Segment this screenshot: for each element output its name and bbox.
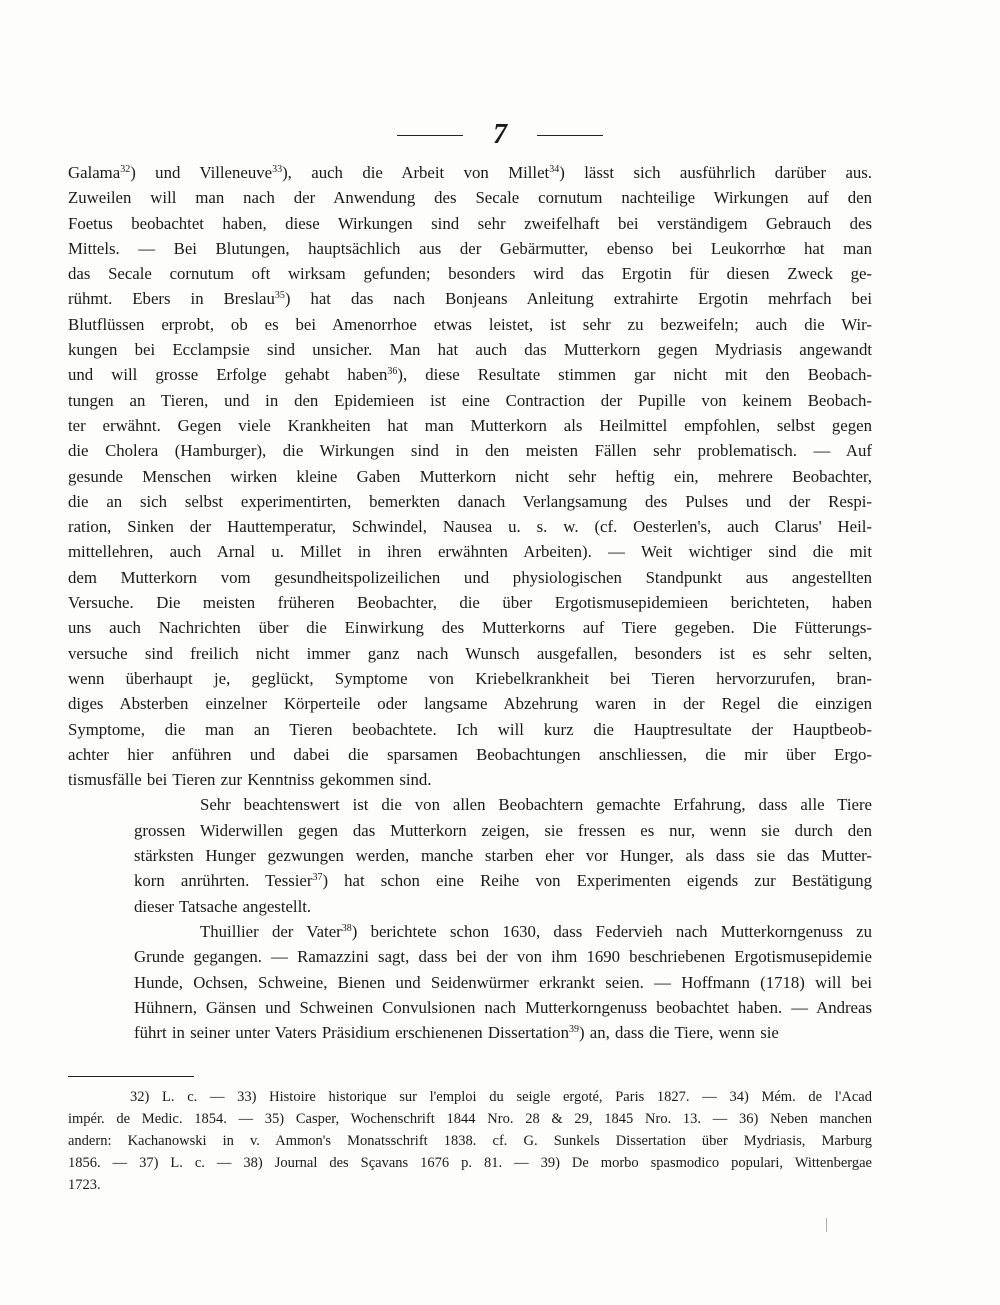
page-number: 7 bbox=[493, 119, 507, 150]
text-line: rühmt. Ebers in Breslau$^{35}$) hat das nach Bonjeans Anleitung extrahirte Ergotin mehrfach bei bbox=[68, 289, 872, 309]
footnote-line: 32) L. c. — 33) Histoire historique sur l'emploi du seigle ergoté, Paris 1827. — 34) Mém. de l'Acad bbox=[130, 1089, 872, 1105]
text-line: Foetus beobachtet haben, diese Wirkungen sind sehr zweifelhaft bei verständigem Gebrauch des bbox=[68, 213, 872, 233]
text-line: tungen an Tieren, und in den Epidemieen ist eine Contraction der Pupille von keinem Beobach- bbox=[68, 390, 872, 410]
text-line: stärksten Hunger gezwungen werden, manche starben eher vor Hunger, als dass sie das Mutter- bbox=[134, 846, 872, 866]
footnote-marker: 35 bbox=[274, 290, 285, 302]
text-line: wenn überhaupt je, geglückt, Symptome von Kriebelkrankheit bei Tieren hervorzurufen, bran- bbox=[68, 668, 872, 688]
footnote-marker: 36 bbox=[387, 366, 398, 378]
footnote-marker: 34 bbox=[549, 164, 560, 175]
footnote-marker: 39 bbox=[568, 1024, 579, 1036]
text-line: Hunde, Ochsen, Schweine, Bienen und Seidenwürmer erkrankt seien. — Hoffmann (1718) will bei bbox=[134, 972, 872, 992]
text-line: Blutflüssen erprobt, ob es bei Amenorrhoe etwas leistet, ist sehr zu bezweifeln; auch die Wir- bbox=[68, 314, 872, 334]
footnote-line: 1856. — 37) L. c. — 38) Journal des Sçavans 1676 p. 81. — 39) De morbo spasmodico populari, Wittenbergae bbox=[68, 1155, 872, 1171]
text-line: ter erwähnt. Gegen viele Krankheiten hat man Mutterkorn als Heilmittel empfohlen, selbst gegen bbox=[68, 415, 872, 435]
text-line: und will grosse Erfolge gehabt haben$^{36}$), diese Resultate stimmen gar nicht mit den Beobach- bbox=[68, 365, 872, 385]
text-line: kungen bei Ecclampsie sind unsicher. Man hat auch das Mutterkorn gegen Mydriasis angewandt bbox=[68, 340, 872, 360]
footnote-marker: 33 bbox=[272, 164, 283, 175]
text-line: Grunde gegangen. — Ramazzini sagt, dass bei der von ihm 1690 beschriebenen Ergotismusepidemie bbox=[134, 947, 872, 967]
body-text bbox=[68, 160, 872, 1045]
text-line: Mittels. — Bei Blutungen, hauptsächlich aus der Gebärmutter, ebenso bei Leukorrhœ hat man bbox=[68, 238, 872, 258]
footnote-marker: 38 bbox=[341, 922, 352, 934]
text-line: achter hier anführen und dabei die sparsamen Beobachtungen anschliessen, die mir über Ergo- bbox=[68, 744, 872, 764]
text-line: mittellehren, auch Arnal u. Millet in ihren erwähnten Arbeiten). — Weit wichtiger sind die mit bbox=[68, 542, 872, 562]
text-line: versuche sind freilich nicht immer ganz nach Wunsch ausgefallen, besonders ist es sehr selten, bbox=[68, 643, 872, 663]
footnote-marker: 37 bbox=[312, 872, 323, 884]
text-line: Hühnern, Gänsen und Schweinen Convulsionen nach Mutterkorngenuss beobachtet haben. — Andreas bbox=[134, 997, 872, 1017]
text-line: Thuillier der Vater$^{38}$) berichtete schon 1630, dass Federvieh nach Mutterkorngenuss zu bbox=[200, 921, 873, 941]
text-line: die an sich selbst experimentirten, bemerkten danach Verlangsamung des Pulses und der Respi- bbox=[68, 491, 872, 511]
paragraph bbox=[68, 792, 872, 918]
text-line: korn anrührten. Tessier$^{37}$) hat schon eine Reihe von Experimenten eigends zur Bestätigung bbox=[134, 871, 872, 891]
text-line: Galama$^{32}$) und Villeneuve$^{33}$), auch die Arbeit von Millet$^{34}$) lässt sich ausführlich darüber aus. bbox=[68, 163, 873, 182]
text-line: grossen Widerwillen gegen das Mutterkorn zeigen, sie fressen es nur, wenn sie durch den bbox=[134, 820, 872, 840]
scan-mark bbox=[826, 1218, 827, 1232]
paragraph bbox=[68, 919, 872, 1045]
text-line: uns auch Nachrichten über die Einwirkung des Mutterkorns auf Tiere gegeben. Die Fütterungs- bbox=[68, 618, 872, 638]
text-line: dem Mutterkorn vom gesundheitspolizeilichen und physiologischen Standpunkt aus angestellten bbox=[68, 567, 872, 587]
text-line: gesunde Menschen wirken kleine Gaben Mutterkorn nicht sehr heftig ein, mehrere Beobachter, bbox=[68, 466, 872, 486]
paragraph bbox=[68, 160, 872, 792]
text-line: das Secale cornutum oft wirksam gefunden; besonders wird das Ergotin für diesen Zweck ge- bbox=[68, 264, 872, 284]
header-rule-right bbox=[537, 135, 603, 136]
text-line: Sehr beachtenswert ist die von allen Beobachtern gemachte Erfahrung, dass alle Tiere bbox=[200, 795, 872, 815]
page-header bbox=[0, 120, 1000, 150]
text-line: tismusfälle bei Tieren zur Kenntniss gekommen sind. bbox=[68, 770, 432, 790]
footnote-line: andern: Kachanowski in v. Ammon's Monatsschrift 1838. cf. G. Sunkels Dissertation über Mydriasis, Marburg bbox=[68, 1133, 872, 1149]
text-line: Versuche. Die meisten früheren Beobachter, die über Ergotismusepidemieen berichteten, haben bbox=[68, 593, 872, 613]
text-line: diges Absterben einzelner Körperteile oder langsame Abzehrung waren in der Regel die einzigen bbox=[68, 694, 872, 714]
text-line: dieser Tatsache angestellt. bbox=[134, 896, 312, 916]
footnote-marker: 32 bbox=[120, 164, 131, 175]
text-line: die Cholera (Hamburger), die Wirkungen sind in den meisten Fällen sehr problematisch. — Auf bbox=[68, 441, 872, 461]
text-line: führt in seiner unter Vaters Präsidium erschienenen Dissertation$^{39}$) an, dass die Tiere, wenn sie bbox=[134, 1023, 779, 1043]
footnote-rule bbox=[68, 1076, 194, 1077]
text-line: ration, Sinken der Hauttemperatur, Schwindel, Nausea u. s. w. (cf. Oesterlen's, auch Clarus' Heil- bbox=[68, 517, 872, 537]
text-line: Symptome, die man an Tieren beobachtete. Ich will kurz die Hauptresultate der Hauptbeob- bbox=[68, 719, 872, 739]
header-rule-left bbox=[397, 135, 463, 136]
text-line: Zuweilen will man nach der Anwendung des Secale cornutum nachteilige Wirkungen auf den bbox=[68, 188, 872, 208]
footnote-line: impér. de Medic. 1854. — 35) Casper, Wochenschrift 1844 Nro. 28 & 29, 1845 Nro. 13. — 36) Neben manchen bbox=[68, 1111, 872, 1127]
footnote-line: 1723. bbox=[68, 1177, 101, 1193]
footnotes bbox=[68, 1086, 872, 1196]
